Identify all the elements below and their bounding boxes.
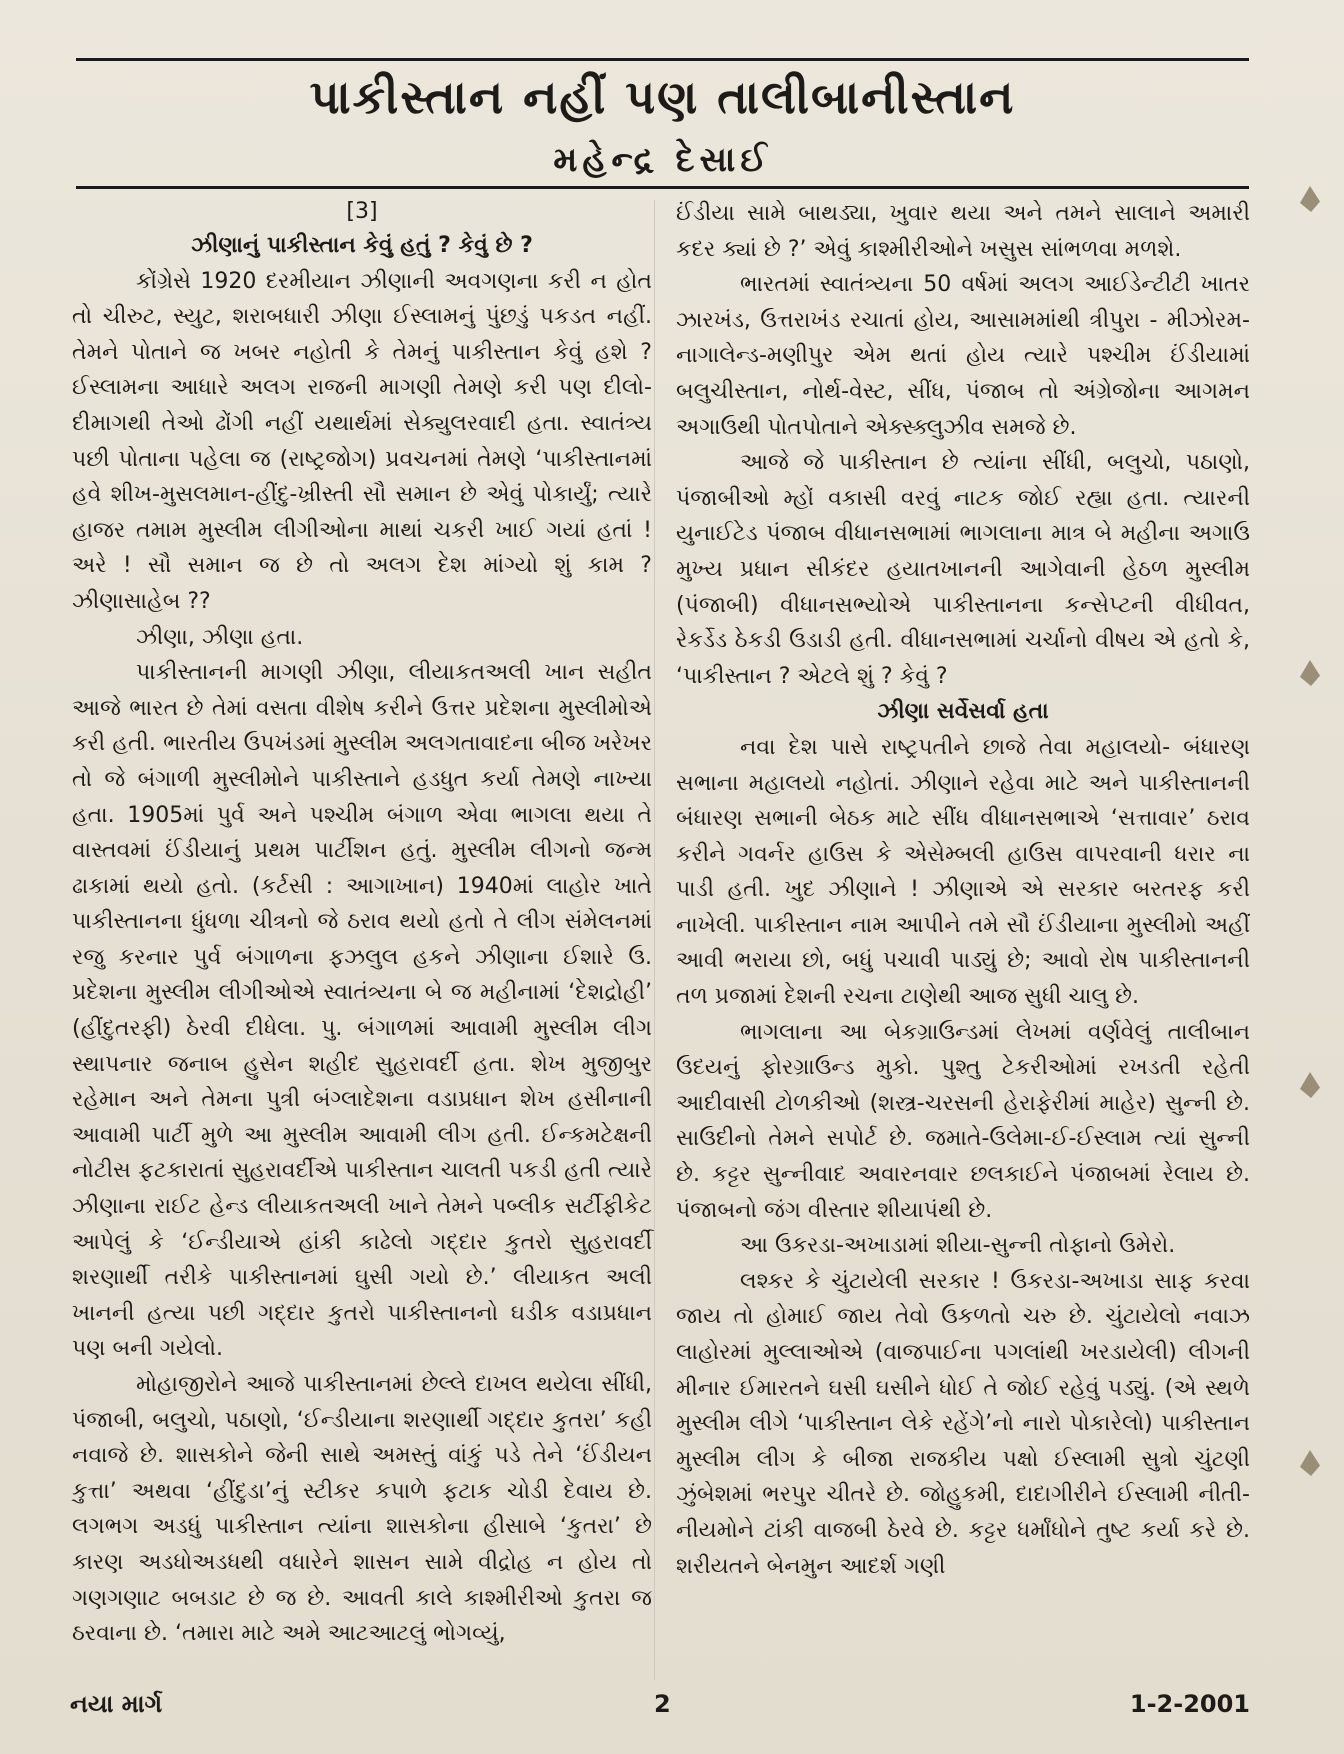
publication-name: નયા માર્ગ <box>70 1690 163 1718</box>
paragraph: ઈંડીયા સામે બાથડ્યા, ખુવાર થયા અને તમને સાલાને અમારી કદર ક્યાં છે ?’ એવું કાશ્મીરીઓને ખસુસ સાંભળવા મળશે. <box>676 201 1250 262</box>
section-number: [3] <box>346 199 378 224</box>
article-author: મહેન્દ્ર દેસાઈ <box>553 140 772 180</box>
left-column <box>72 196 652 1652</box>
paragraph: મોહાજીરોને આજે પાકીસ્તાનમાં છેલ્લે દાખલ થયેલા સીંધી, પંજાબી, બલુચો, પઠાણો, ‘ઈન્ડીયાના શરણાર્થી ગદ્દાર કુતરા’ કહી નવાજે છે. શાસકોને જેની સાથે અમસ્તું વાંકું પડે તેને ‘ઈંડીયન કુત્તા’ અથવા ‘હીંદુડા’નું સ્ટીકર કપાળે ફટાક ચોડી દેવાય છે. લગભગ અડધું પાકીસ્તાન ત્યાંના શાસકોના હીસાબે ‘કુતરા’ છે કારણ અડધોઅડધથી વધારેને શાસન સામે વીદ્રોહ ન હોય તો ગણગણાટ બબડાટ છે જ છે. આવતી કાલે કાશ્મીરીઓ કુતરા જ ઠરવાના છે. ‘તમારા માટે અમે આટઆટલું ભોગવ્યું, <box>72 1372 652 1647</box>
staple-tear-mark <box>1300 186 1320 212</box>
left-column-heading: ઝીણાનું પાકીસ્તાન કેવું હતું ? કેવું છે ? <box>191 233 533 258</box>
paragraph: આજે જે પાકીસ્તાન છે ત્યાંના સીંધી, બલુચો, પઠાણો, પંજાબીઓ મ્હોં વકાસી વરવું નાટક જોઈ રહ્યા હતા. ત્યારની યુનાઈટેડ પંજાબ વીધાનસભામાં ભાગલાના માત્ર બે મહીના અગાઉ મુખ્ય પ્રધાન સીકંદર હયાતખાનની આગેવાની હેઠળ મુસ્લીમ (પંજાબી) વીધાનસભ્યોએ પાકીસ્તાનના કન્સેપ્ટની વીધીવત, રેકર્ડેડ ઠેકડી ઉડાડી હતી. વીધાનસભામાં ચર્ચાનો વીષય એ હતો કે, ‘પાકીસ્તાન ? એટલે શું ? કેવું ? <box>676 450 1250 689</box>
paragraph: નવા દેશ પાસે રાષ્ટ્રપતીને છાજે તેવા મહાલયો- બંધારણ સભાના મહાલયો નહોતાં. ઝીણાને રહેવા માટે અને પાકીસ્તાનની બંધારણ સભાની બેઠક માટે સીંધ વીધાનસભાએ ‘સત્તાવાર’ ઠરાવ કરીને ગવર્નર હાઉસ કે એસેમ્બલી હાઉસ વાપરવાની ધરાર ના પાડી હતી. ખુદ ઝીણાને ! ઝીણાએ એ સરકાર બરતરફ કરી નાખેલી. પાકીસ્તાન નામ આપીને તમે સૌ ઈંડીયાના મુસ્લીમો અહીં આવી ભરાયા છો, બધું પચાવી પાડ્યું છે; આવો રોષ પાકીસ્તાનની તળ પ્રજામાં દેશની રચના ટાણેથી આજ સુધી ચાલુ છે. <box>676 734 1250 1010</box>
paragraph: લશ્કર કે ચુંટાયેલી સરકાર ! ઉકરડા-અખાડા સાફ કરવા જાય તો હોમાઈ જાય તેવો ઉકળતો ચરુ છે. ચુંટાયેલો નવાઝ લાહોરમાં મુલ્લાઓએ (વાજપાઈના પગલાંથી ખરડાયેલી) લીગની મીનાર ઈમારતને ઘસી ઘસીને ધોઈ તે જોઈ રહેવું પડ્યું. (એ સ્થળે મુસ્લીમ લીગે ‘પાકીસ્તાન લેકે રહેંગે’નો નારો પોકારેલો) પાકીસ્તાન મુસ્લીમ લીગ કે બીજા રાજકીય પક્ષો ઈસ્લામી સુત્રો ચુંટણી ઝુંબેશમાં ભરપુર ચીતરે છે. જોહુકમી, દાદાગીરીને ઈસ્લામી નીતી-નીયમોને ટાંકી વાજબી ઠેરવે છે. કટ્ટર ધર્માંધોને તુષ્ટ કર્યા કરે છે. શરીયતને બેનમુન આદર્શ ગણી <box>676 1268 1250 1579</box>
paragraph: કોંગ્રેસે 1920 દરમીયાન ઝીણાની અવગણના કરી ન હોત તો ચીરુટ, સ્યુટ, શરાબધારી ઝીણા ઈસ્લામનું પુંછડું પકડત નહીં. તેમને પોતાને જ ખબર નહોતી કે તેમનું પાકીસ્તાન કેવું હશે ? ઈસ્લામના આધારે અલગ રાજની માગણી તેમણે કરી પણ દીલો-દીમાગથી તેઓ ઢોંગી નહીં યથાર્થમાં સેક્યુલરવાદી હતા. સ્વાતંત્ર્ય પછી પોતાના પહેલા જ (રાષ્ટ્રજોગ) પ્રવચનમાં તેમણે ‘પાકીસ્તાનમાં હવે શીખ-મુસલમાન-હીંદુ-ખ્રીસ્તી સૌ સમાન છે એવું પોકાર્યું; ત્યારે હાજર તમામ મુસ્લીમ લીગીઓના માથાં ચકરી ખાઈ ગયાં હતાં ! અરે ! સૌ સમાન જ છે તો અલગ દેશ માંગ્યો શું કામ ? ઝીણાસાહેબ ?? <box>72 268 652 614</box>
paragraph: પાકીસ્તાનની માગણી ઝીણા, લીયાકતઅલી ખાન સહીત આજે ભારત છે તેમાં વસતા વીશેષ કરીને ઉત્તર પ્રદેશના મુસ્લીમોએ કરી હતી. ભારતીય ઉપખંડમાં મુસ્લીમ અલગતાવાદના બીજ ખરેખર તો જે બંગાળી મુસ્લીમોને પાકીસ્તાને હડધુત કર્યા તેમણે નાખ્યા હતા. 1905માં પુર્વ અને પશ્ચીમ બંગાળ એવા ભાગલા થયા તે વાસ્તવમાં ઈંડીયાનું પ્રથમ પાર્ટીશન હતું. મુસ્લીમ લીગનો જન્મ ઢાકામાં થયો હતો. (કર્ટસી : આગાખાન) 1940માં લાહોર ખાતે પાકીસ્તાનના ધુંધળા ચીત્રનો જે ઠરાવ થયો હતો તે લીગ સંમેલનમાં રજુ કરનાર પુર્વ બંગાળના ફઝલુલ હકને ઝીણાના ઈશારે ઉ. પ્રદેશના મુસ્લીમ લીગીઓએ સ્વાતંત્ર્યના બે જ મહીનામાં ‘દેશદ્રોહી’ (હીંદુતરફી) ઠેરવી દીધેલા. પુ. બંગાળમાં આવામી મુસ્લીમ લીગ સ્થાપનાર જનાબ હુસેન શહીદ સુહરાવર્દી હતા. શેખ મુજીબુર રહેમાન અને તેમના પુત્રી બંગ્લાદેશના વડાપ્રધાન શેખ હસીનાની આવામી પાર્ટી મુળે આ મુસ્લીમ આવામી લીગ હતી. ઈન્કમટેક્ષની નોટીસ ફટકારાતાં સુહરાવર્દીએ પાકીસ્તાન ચાલતી પકડી હતી ત્યારે ઝીણાના રાઈટ હેન્ડ લીયાકતઅલી ખાને તેમને પબ્લીક સર્ટીફીકેટ આપેલું કે ‘ઈન્ડીયાએ હાંકી કાઢેલો ગદ્દાર કુતરો સુહરાવર્દી શરણાર્થી તરીકે પાકીસ્તાનમાં ઘુસી ગયો છે.’ લીયાકત અલી ખાનની હત્યા પછી ગદ્દાર કુતરો પાકીસ્તાનનો ઘડીક વડાપ્રધાન પણ બની ગયેલો. <box>72 660 652 1362</box>
title-bottom-rule <box>76 186 1249 189</box>
issue-date: 1-2-2001 <box>1129 1690 1250 1718</box>
paragraph: આ ઉકરડા-અખાડામાં શીયા-સુન્ની તોફાનો ઉમેરો. <box>740 1233 1176 1259</box>
paragraph: ભાગલાના આ બેકગ્રાઉન્ડમાં લેખમાં વર્ણવેલું તાલીબાન ઉદયનું ફોરગ્રાઉન્ડ મુકો. પુશ્તુ ટેકરીઓમાં રખડતી રહેતી આદીવાસી ટોળકીઓ (શસ્ત્ર-ચરસની હેરાફેરીમાં માહેર) સુન્ની છે. સાઉદીનો તેમને સપોર્ટ છે. જમાતે-ઉલેમા-ઈ-ઈસ્લામ ત્યાં સુન્ની છે. કટ્ટર સુન્નીવાદ અવારનવાર છલકાઈને પંજાબમાં રેલાય છે. પંજાબનો જંગ વીસ્તાર શીયાપંથી છે. <box>676 1019 1250 1223</box>
paragraph: ઝીણા, ઝીણા હતા. <box>136 624 304 650</box>
column-divider <box>654 200 655 1680</box>
staple-tear-mark <box>1300 1072 1320 1098</box>
title-top-rule <box>76 58 1249 61</box>
right-column <box>676 196 1250 1584</box>
paragraph: ભારતમાં સ્વાતંત્ર્યના 50 વર્ષમાં અલગ આઈડેન્ટીટી ખાતર ઝારખંડ, ઉત્તરાખંડ રચાતાં હોય, આસામમાંથી ત્રીપુરા - મીઝોરમ-નાગાલેન્ડ-મણીપુર એમ થતાં હોય ત્યારે પશ્ચીમ ઈંડીયામાં બલુચીસ્તાન, નોર્થ-વેસ્ટ, સીંધ, પંજાબ તો અંગ્રેજોના આગમન અગાઉથી પોતપોતાને એક્સ્ક્લુઝીવ સમજે છે. <box>676 272 1250 440</box>
staple-tear-mark <box>1300 1450 1320 1476</box>
page-footer <box>70 1690 1250 1724</box>
right-column-subheading: ઝીણા સર્વેસર્વા હતા <box>877 699 1049 725</box>
page-number: 2 <box>654 1690 671 1718</box>
article-title: પાકીસ્તાન નહીં પણ તાલીબાનીસ્તાન <box>309 70 1016 124</box>
staple-tear-mark <box>1300 660 1320 686</box>
